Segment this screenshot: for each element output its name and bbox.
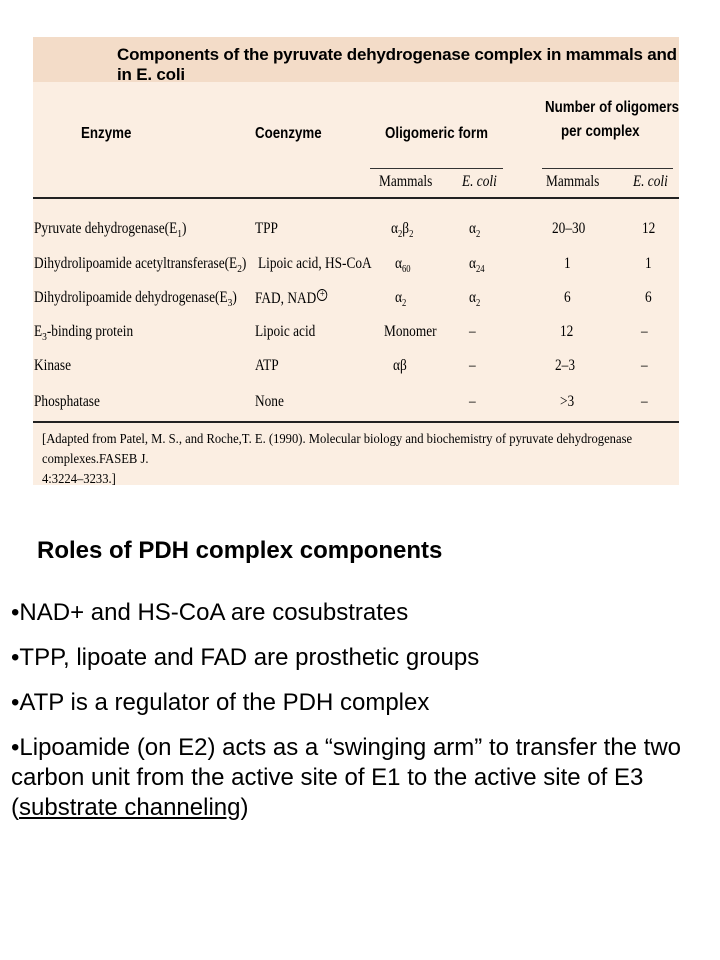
header-oligomeric-form: Oligomeric form [385, 125, 488, 142]
roles-heading: Roles of PDH complex components [37, 537, 443, 564]
footnote-line-2: 4:3224–3233.] [42, 472, 116, 487]
bullet-regulator: •ATP is a regulator of the PDH complex [11, 689, 430, 716]
row-3-coenzyme-text: FAD, NAD [255, 290, 317, 307]
row-4-num-ecoli: – [641, 323, 648, 340]
row-1-num-ecoli: 12 [642, 220, 656, 237]
row-2-num-ecoli: 1 [645, 255, 652, 272]
row-4-coenzyme: Lipoic acid [255, 323, 316, 340]
row-3-num-mammals: 6 [564, 289, 571, 306]
row-5-coenzyme: ATP [255, 357, 279, 374]
row-3-num-ecoli: 6 [645, 289, 652, 306]
bullet-cosubstrates: •NAD+ and HS-CoA are cosubstrates [11, 599, 409, 626]
row-5-num-mammals: 2–3 [555, 357, 575, 374]
row-3-olig-ecoli: $\alpha_2$ [469, 289, 481, 310]
roles-bullet-list [11, 598, 711, 838]
row-2-olig-ecoli: $\alpha_{24}$ [469, 255, 485, 276]
row-4-enzyme: $E_3$-binding protein [34, 323, 134, 344]
row-5-num-ecoli: – [641, 357, 648, 374]
number-rule [542, 168, 673, 169]
header-coenzyme: Coenzyme [255, 125, 322, 142]
subheader-ecoli-olig: E. coli [462, 173, 497, 190]
row-1-olig-mammals: $\alpha_2\beta_2$ [391, 220, 414, 241]
swinging-arm-text: •Lipoamide (on E2) acts as a “swinging arm” to transfer the two carbon unit from the active site of E1 to the active site of E3 ( [11, 734, 682, 821]
subheader-mammals-num: Mammals [546, 173, 600, 190]
row-1-num-mammals: 20–30 [552, 220, 586, 237]
pdh-components-table [33, 37, 679, 485]
row-4-olig-ecoli: – [469, 323, 476, 340]
row-2-olig-mammals: $\alpha_{60}$ [395, 255, 411, 276]
subheader-mammals-olig: Mammals [379, 173, 433, 190]
header-enzyme: Enzyme [81, 125, 132, 142]
header-bottom-rule [33, 197, 679, 199]
plus-icon: + [317, 289, 327, 301]
swinging-arm-end: ) [240, 794, 249, 821]
header-number-oligomers-line1: Number of oligomers [545, 99, 680, 116]
row-5-olig-ecoli: – [469, 357, 476, 374]
bullet-prosthetic-groups: •TPP, lipoate and FAD are prosthetic groups [11, 644, 480, 671]
row-1-coenzyme: TPP [255, 220, 278, 237]
row-5-olig-mammals: αβ [393, 357, 407, 374]
table-footnote [42, 430, 672, 490]
row-2-num-mammals: 1 [564, 255, 571, 272]
header-number-oligomers-line2: per complex [561, 123, 640, 140]
row-3-olig-mammals: $\alpha_2$ [395, 289, 407, 310]
row-2-coenzyme: Lipoic acid, HS-CoA [258, 255, 372, 272]
row-4-num-mammals: 12 [560, 323, 574, 340]
footnote-line-1: [Adapted from Patel, M. S., and Roche,T. E. (1990). Molecular biology and biochemistry of pyruvate dehydrogenase complexes.FASEB J. [42, 432, 633, 467]
subheader-ecoli-num: E. coli [633, 173, 668, 190]
row-6-olig-ecoli: – [469, 393, 476, 410]
row-1-enzyme: Pyruvate $dehydrogenase(E_1)$ [34, 220, 187, 241]
row-5-enzyme: Kinase [34, 357, 72, 374]
row-3-coenzyme [255, 289, 327, 308]
row-6-enzyme: Phosphatase [34, 393, 100, 410]
row-2-enzyme: Dihydrolipoamide $acetyltransferase(E_2)$ [34, 255, 247, 276]
row-6-coenzyme: None [255, 393, 284, 410]
row-6-num-ecoli: – [641, 393, 648, 410]
row-4-olig-mammals: Monomer [384, 323, 437, 340]
table-title: Components of the pyruvate dehydrogenase complex in mammals and in E. coli [33, 37, 679, 82]
table-bottom-rule [33, 421, 679, 423]
row-3-enzyme: Dihydrolipoamide $dehydrogenase(E_3)$ [34, 289, 237, 310]
oligomeric-rule [370, 168, 503, 169]
substrate-channeling-term: substrate channeling [19, 794, 241, 821]
row-1-olig-ecoli: $\alpha_2$ [469, 220, 481, 241]
bullet-swinging-arm [11, 733, 711, 823]
row-6-num-mammals: >3 [560, 393, 575, 410]
